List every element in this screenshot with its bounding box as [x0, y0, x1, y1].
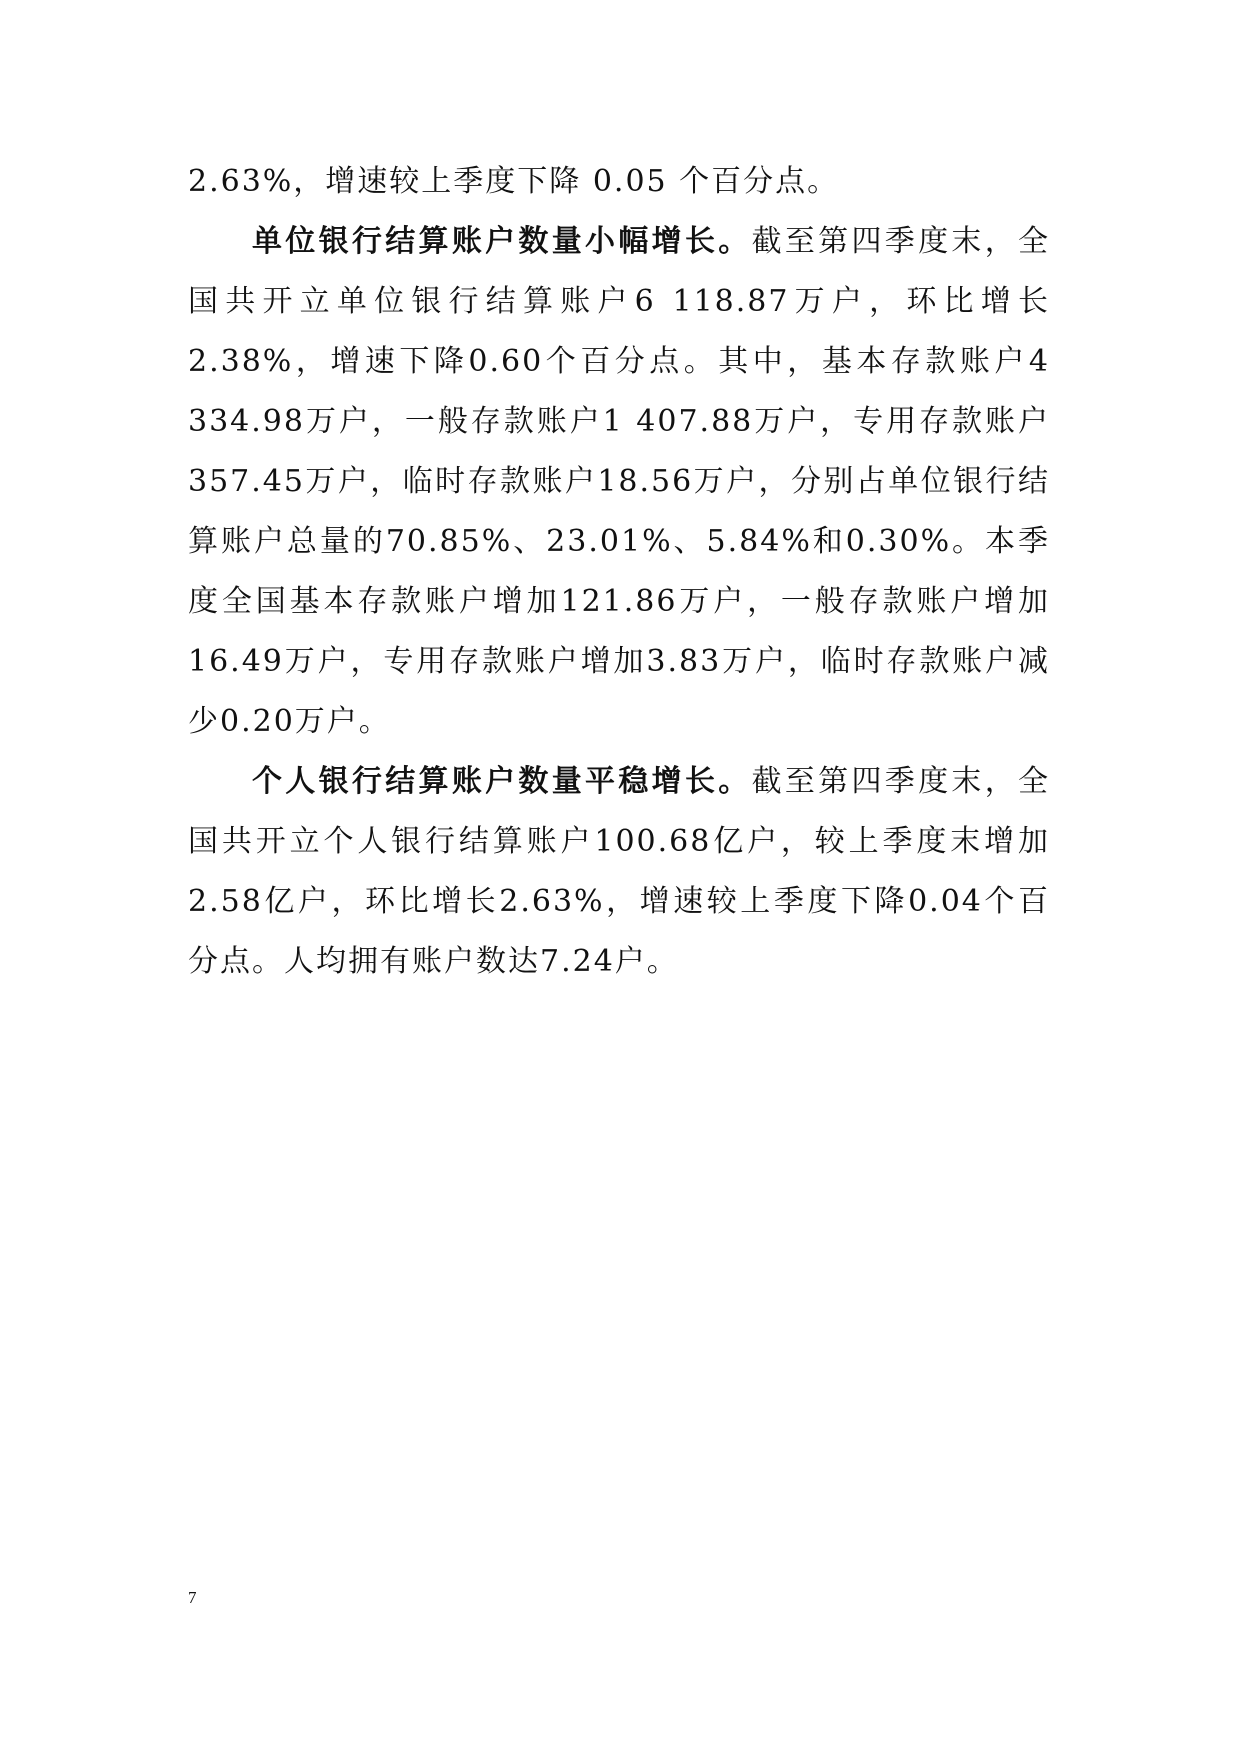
paragraph-personal-accounts: [188, 752, 1050, 992]
paragraph-text: 截至第四季度末，全国共开立个人银行结算账户100.68亿户，较上季度末增加2.58亿户，环比增长2.63%，增速较上季度下降0.04个百分点。人均拥有账户数达7.24户。: [188, 764, 1051, 979]
paragraph-lead-heading: 单位银行结算账户数量小幅增长。: [252, 224, 752, 259]
paragraph-unit-accounts: [188, 212, 1050, 752]
body-text: [188, 152, 1050, 992]
paragraph-continuation: [188, 152, 1050, 212]
paragraph-text: 截至第四季度末，全国共开立单位银行结算账户6 118.87万户，环比增长2.38%，增速下降0.60个百分点。其中，基本存款账户4 334.98万户，一般存款账户1 407.88万户，专用存款账户357.45万户，临时存款账户18.56万户，分别占单位银行结算账户总量的70.85%、23.01%、5.84%和0.30%。本季度全国基本存款账户增加121.86万户，一般存款账户增加16.49万户，专用存款账户增加3.83万户，临时存款账户减少0.20万户。: [188, 224, 1051, 739]
paragraph-lead-heading: 个人银行结算账户数量平稳增长。: [252, 764, 752, 799]
paragraph-text: 2.63%，增速较上季度下降 0.05 个百分点。: [188, 164, 840, 199]
page-number: 7: [188, 1588, 197, 1607]
